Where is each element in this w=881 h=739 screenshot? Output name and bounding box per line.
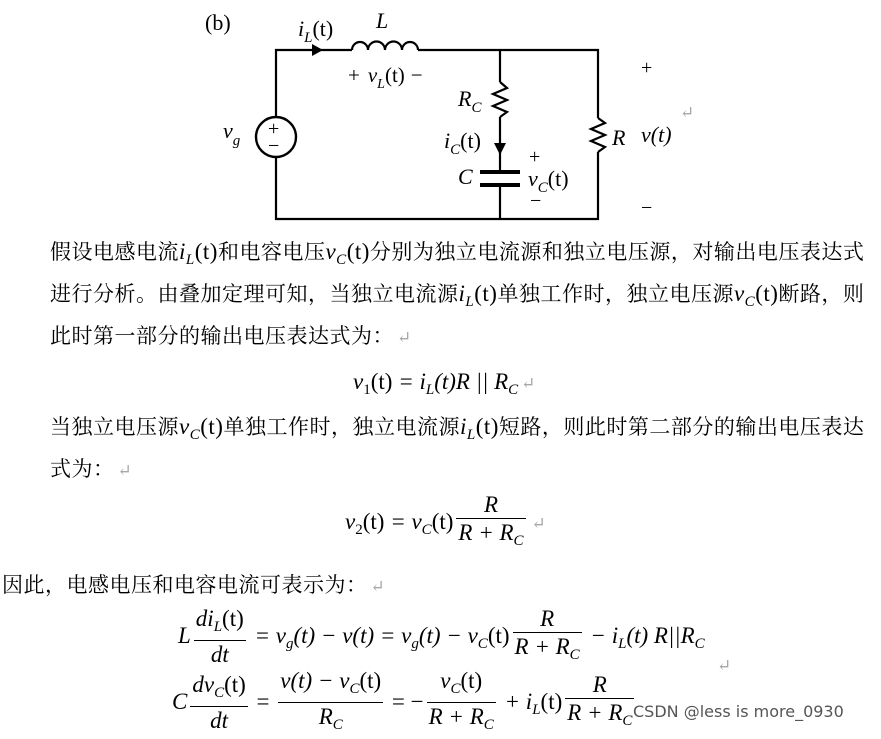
output-minus: − [641, 197, 653, 219]
return-mark: ↵ [397, 328, 412, 348]
circuit-wires [276, 50, 598, 219]
p1-text-a: 假设电感电流 [50, 240, 179, 264]
p2-text-c: 短路，则此时第二部分的输出电压表达式为： [50, 415, 865, 481]
cap-current-arrow-icon [494, 143, 506, 155]
p3-text: 因此，电感电压和电容电流可表示为： [2, 573, 368, 597]
equation-2: $v_2(t) = v_C(t)$ $\frac{R}{R + R_C}$ ↵ [345, 492, 546, 555]
inductor-label: L [376, 8, 389, 33]
p1-text-c: 分别为独立电流源和独立电压源，对输出电压表达式进行分析。由叠加定理可知，当独立电流源 [50, 240, 865, 306]
cap-voltage-label: $v_C(t)$ [528, 166, 569, 196]
load-label: R [612, 125, 626, 150]
cap-label: C [458, 164, 473, 189]
output-label: v(t) [641, 122, 672, 147]
p2-text-a: 当独立电压源 [50, 415, 179, 439]
panel-label: (b) [205, 10, 231, 35]
paragraph-1 [2, 235, 878, 355]
return-mark: ↵ [117, 461, 133, 481]
capacitor-icon [480, 172, 520, 185]
watermark: CSDN @less is more_0930 [633, 702, 844, 721]
p1-text-b: 和电容电压 [217, 240, 326, 264]
p1-text-e: 断路，则此时第一部分的输出电压表达式为： [50, 282, 865, 348]
cap-voltage-minus: − [530, 190, 542, 212]
current-arrow-icon [312, 44, 323, 56]
load-resistor-icon [591, 118, 605, 152]
vC-symbol: $v_C(t)$ [179, 414, 224, 443]
return-mark: ↵ [717, 656, 732, 676]
inductor-voltage-label: + $v_L(t)$ − [348, 63, 423, 92]
equation-4: C $\frac{dv_C(t)}{dt}$ = $\frac{v(t) - v_C(t)}{R_C}$ = − $\frac{v_C(t)}{R + R_C}$ + $i_L(t)$ $\frac{R}{R + R_C}$ [172, 668, 637, 739]
iL-symbol: $i_L(t)$ [179, 239, 218, 268]
paragraph-2 [2, 410, 878, 488]
source-minus: − [268, 135, 280, 157]
output-plus: + [641, 57, 653, 79]
rc-resistor-icon [493, 82, 507, 117]
iL-symbol: $i_L(t)$ [459, 414, 499, 443]
rc-label: $R_C$ [458, 86, 482, 116]
p1-text-d: 单独工作时，独立电压源 [497, 282, 734, 306]
cap-current-label: $i_C(t)$ [444, 128, 481, 158]
return-mark: ↵ [370, 577, 386, 597]
source-plus: + [268, 118, 280, 140]
inductor-icon [352, 42, 418, 51]
source-label: $v_g$ [223, 118, 241, 149]
paragraph-3 [2, 568, 878, 604]
iL-symbol: $i_L(t)$ [458, 281, 498, 310]
inductor-current-label: $i_L(t)$ [298, 16, 334, 46]
equation-3: L $\frac{di_L(t)}{dt}$ = $v_g(t) - v(t) = v_g(t) - v_C(t)$ $\frac{R}{R + R_C}$ − $i_L(t)$ $R||R_C$ [178, 606, 705, 667]
p2-text-b: 单独工作时，独立电流源 [223, 415, 460, 439]
vC-symbol: $v_C(t)$ [733, 281, 779, 310]
cap-voltage-plus: + [529, 146, 541, 168]
return-mark: ↵ [680, 103, 695, 122]
circuit-diagram [0, 0, 881, 232]
vC-symbol: $v_C(t)$ [325, 239, 370, 268]
equation-1: $v_1(t) = i_L(t)R$ || $R_C$ ↵ [353, 369, 536, 398]
